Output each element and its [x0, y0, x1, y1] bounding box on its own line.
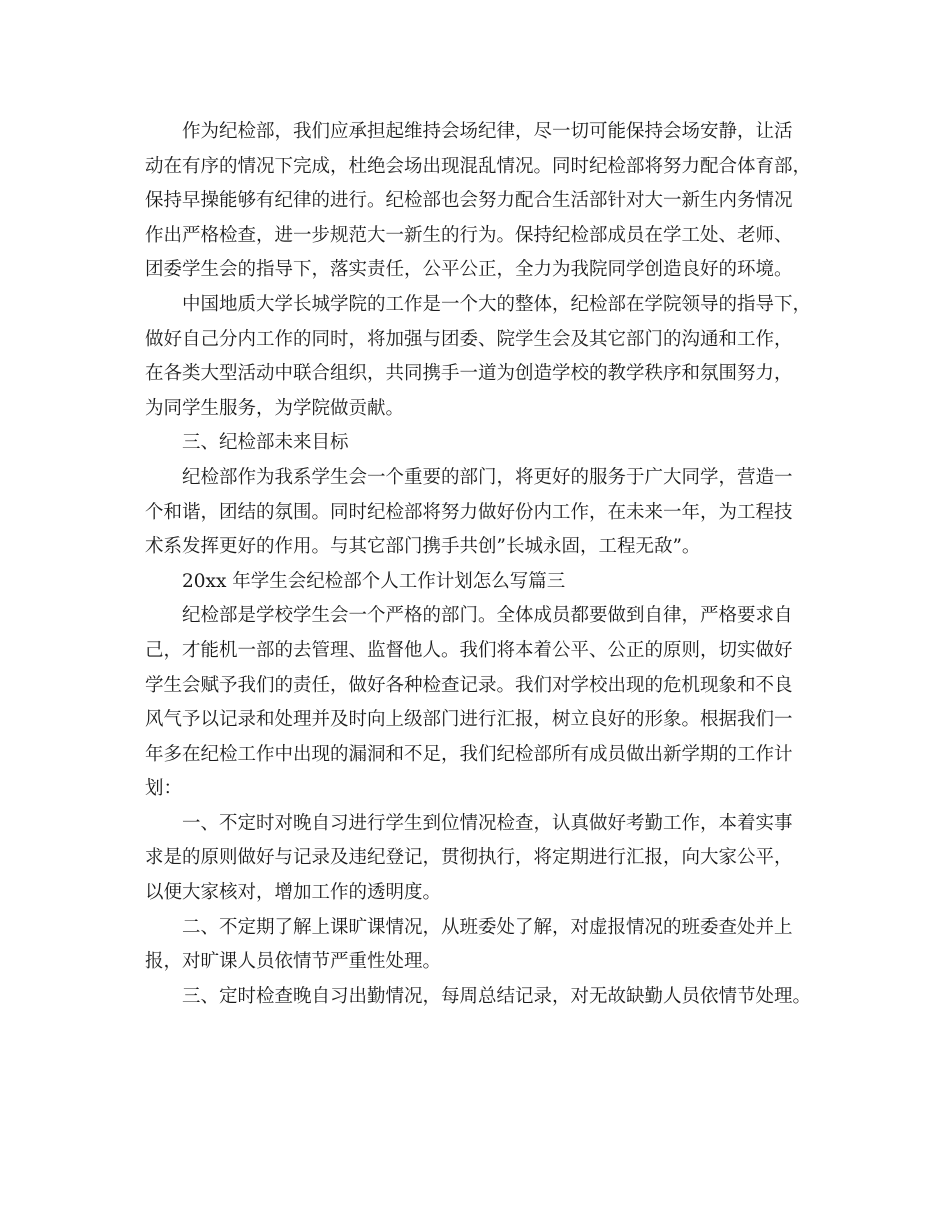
paragraph-line: 纪检部作为我系学生会一个重要的部门，将更好的服务于广大同学，营造一: [182, 466, 793, 488]
paragraph-line: 学生会赋予我们的责任，做好各种检查记录。我们对学校出现的危机现象和不良: [145, 674, 793, 696]
paragraph-line: 个和谐，团结的氛围。同时纪检部将努力做好份内工作，在未来一年，为工程技: [145, 501, 793, 523]
paragraph-line: 风气予以记录和处理并及时向上级部门进行汇报，树立良好的形象。根据我们一: [145, 709, 793, 731]
list-item-line: 求是的原则做好与记录及违纪登记，贯彻执行，将定期进行汇报，向大家公平，: [145, 847, 793, 869]
section-heading: 20xx 年学生会纪检部个人工作计划怎么写篇三: [182, 570, 566, 592]
paragraph-line: 保持早操能够有纪律的进行。纪检部也会努力配合生活部针对大一新生内务情况: [145, 190, 793, 212]
paragraph-line: 纪检部是学校学生会一个严格的部门。全体成员都要做到自律，严格要求自: [182, 605, 793, 627]
paragraph-line: 术系发挥更好的作用。与其它部门携手共创”长城永固，工程无敌”。: [145, 536, 701, 558]
paragraph-line: 中国地质大学长城学院的工作是一个大的整体，纪检部在学院领导的指导下，: [182, 293, 812, 315]
paragraph-line: 年多在纪检工作中出现的漏洞和不足，我们纪检部所有成员做出新学期的工作计: [145, 743, 793, 765]
paragraph-line: 作为纪检部，我们应承担起维持会场纪律，尽一切可能保持会场安静，让活: [182, 121, 793, 142]
section-heading: 三、纪检部未来目标: [182, 432, 349, 454]
list-item-line: 二、不定期了解上课旷课情况，从班委处了解，对虚报情况的班委查处并上: [182, 916, 793, 938]
paragraph-line: 团委学生会的指导下，落实责任，公平公正，全力为我院同学创造良好的环境。: [145, 259, 793, 281]
list-item-line: 以便大家核对，增加工作的透明度。: [145, 882, 442, 904]
list-item-line: 三、定时检查晚自习出勤情况，每周总结记录，对无故缺勤人员依情节处理。: [182, 985, 812, 1007]
paragraph-line: 己，才能机一部的去管理、监督他人。我们将本着公平、公正的原则，切实做好: [145, 639, 793, 661]
paragraph-line: 作出严格检查，进一步规范大一新生的行为。保持纪检部成员在学工处、老师、: [145, 224, 793, 246]
paragraph-line: 为同学生服务，为学院做贡献。: [145, 397, 405, 419]
paragraph-line: 做好自己分内工作的同时，将加强与团委、院学生会及其它部门的沟通和工作，: [145, 328, 793, 350]
document-body: [145, 115, 810, 1014]
list-item-line: 一、不定时对晚自习进行学生到位情况检查，认真做好考勤工作，本着实事: [182, 812, 793, 834]
paragraph-line: 在各类大型活动中联合组织，共同携手一道为创造学校的教学秩序和氛围努力，: [145, 363, 793, 385]
paragraph-line: 动在有序的情况下完成，杜绝会场出现混乱情况。同时纪检部将努力配合体育部，: [145, 155, 812, 177]
list-item-line: 报，对旷课人员依情节严重性处理。: [145, 951, 442, 973]
paragraph-line: 划：: [145, 778, 183, 800]
